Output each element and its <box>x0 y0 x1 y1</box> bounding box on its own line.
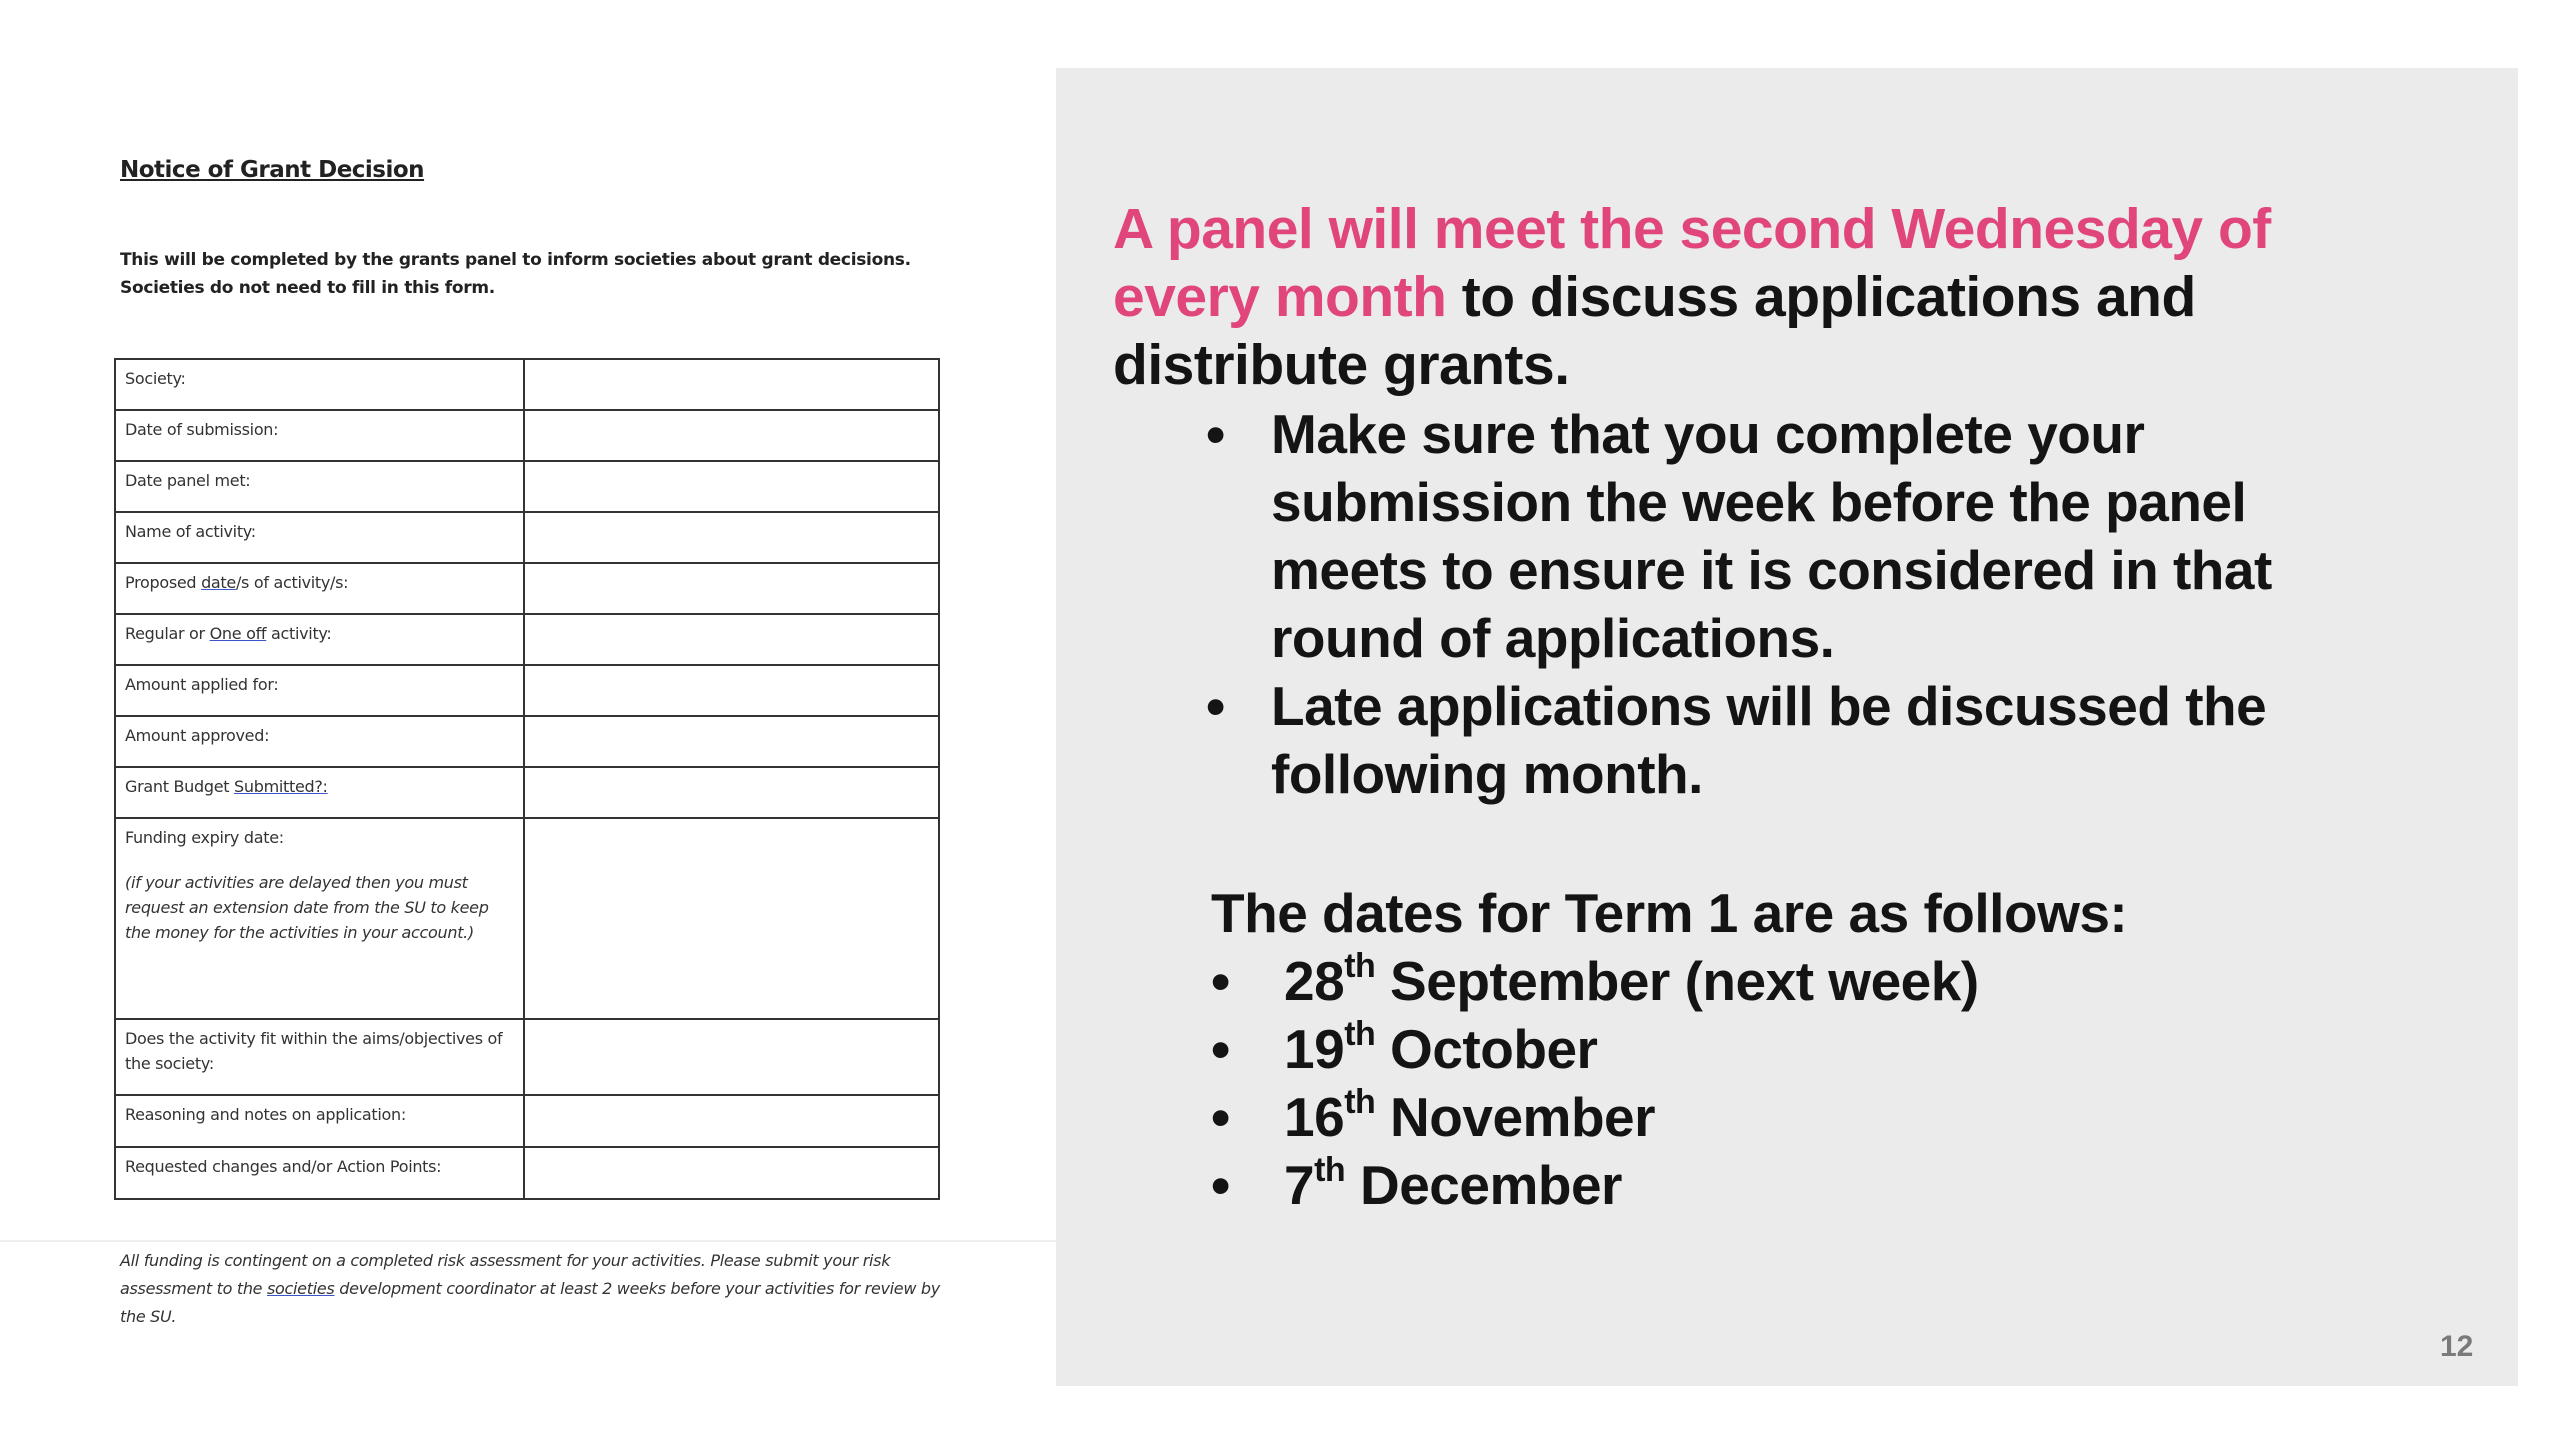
label-text: activity: <box>266 624 332 643</box>
slide-headline <box>1113 195 2313 399</box>
date-suffix: th <box>1344 1082 1376 1121</box>
date-suffix: th <box>1314 1150 1346 1189</box>
footer-text: development coordinator at least 2 weeks before your activities for review by the SU. <box>120 1279 940 1326</box>
divider <box>0 1240 1056 1242</box>
row-label <box>115 767 524 818</box>
table-row <box>115 1095 939 1147</box>
date-text: December <box>1345 1154 1622 1216</box>
row-value-cell <box>524 410 939 461</box>
document-title: Notice of Grant Decision <box>120 157 425 183</box>
document-intro: This will be completed by the grants panel to inform societies about grant decisions. Societies do not need to fill in this form. <box>120 250 911 298</box>
slide-page-number: 12 <box>2440 1330 2474 1363</box>
table-row <box>115 614 939 665</box>
row-label: Amount approved: <box>115 716 524 767</box>
row-label <box>115 818 524 1019</box>
underlined-text: date <box>201 573 236 592</box>
date-item <box>1211 1015 1979 1083</box>
row-value-cell <box>524 614 939 665</box>
form-document <box>0 0 1056 1440</box>
table-row <box>115 359 939 410</box>
row-note: (if your activities are delayed then you must request an extension date from the SU to keep the money for the activities in your account.) <box>125 873 489 942</box>
row-value-cell <box>524 1019 939 1095</box>
table-row <box>115 767 939 818</box>
date-day: 7 <box>1284 1154 1315 1216</box>
underlined-text: One off <box>209 624 267 643</box>
date-suffix: th <box>1344 946 1376 985</box>
row-label: Date of submission: <box>115 410 524 461</box>
row-value-cell <box>524 563 939 614</box>
row-value-cell <box>524 665 939 716</box>
row-label <box>115 563 524 614</box>
table-row <box>115 512 939 563</box>
date-day: 16 <box>1284 1086 1345 1148</box>
label-text: Grant Budget <box>125 777 235 796</box>
table-row <box>115 716 939 767</box>
document-footer <box>120 1247 955 1331</box>
headline-highlight: A panel will meet the second Wednesday of every month <box>1113 197 2271 329</box>
headline-rest: to discuss applications and distribute grants. <box>1113 265 2196 397</box>
row-value-cell <box>524 767 939 818</box>
table-row <box>115 818 939 1019</box>
row-value-cell <box>524 461 939 512</box>
underlined-text: Submitted?: <box>234 777 328 796</box>
row-label: Does the activity fit within the aims/objectives of the society: <box>115 1019 524 1095</box>
row-label: Reasoning and notes on application: <box>115 1095 524 1147</box>
footer-text: All funding is contingent on a completed risk assessment for your activities. Please submit your risk assessment to the <box>120 1251 891 1298</box>
date-text: October <box>1375 1018 1598 1080</box>
label-text: Proposed <box>125 573 202 592</box>
row-label <box>115 614 524 665</box>
date-suffix: th <box>1344 1014 1376 1053</box>
dates-list <box>1211 947 1979 1219</box>
row-label: Date panel met: <box>115 461 524 512</box>
table-row <box>115 1147 939 1199</box>
row-value-cell <box>524 716 939 767</box>
grant-decision-table <box>114 358 940 1200</box>
date-day: 28 <box>1284 950 1345 1012</box>
label-text: /s of activity/s: <box>235 573 349 592</box>
info-bullet-list <box>1206 400 2296 808</box>
label-text: Regular or <box>125 624 210 643</box>
row-label: Society: <box>115 359 524 410</box>
row-value-cell <box>524 359 939 410</box>
bullet-item: • Late applications will be discussed the following month. <box>1206 672 2296 808</box>
row-value-cell <box>524 512 939 563</box>
date-item <box>1211 1151 1979 1219</box>
row-value-cell <box>524 1147 939 1199</box>
date-item <box>1211 1083 1979 1151</box>
row-value-cell <box>524 818 939 1019</box>
table-row <box>115 563 939 614</box>
row-value-cell <box>524 1095 939 1147</box>
date-text: November <box>1375 1086 1656 1148</box>
dates-heading: The dates for Term 1 are as follows: <box>1211 882 2128 944</box>
date-item <box>1211 947 1979 1015</box>
row-label: Amount applied for: <box>115 665 524 716</box>
table-row <box>115 410 939 461</box>
row-label: Name of activity: <box>115 512 524 563</box>
table-row <box>115 461 939 512</box>
date-day: 19 <box>1284 1018 1345 1080</box>
label-text: Funding expiry date: <box>125 828 284 847</box>
table-row <box>115 665 939 716</box>
underlined-text: societies <box>267 1279 335 1298</box>
bullet-item: • Make sure that you complete your submission the week before the panel meets to ensure it is considered in that round of applications. <box>1206 400 2296 672</box>
table-row <box>115 1019 939 1095</box>
date-text: September (next week) <box>1375 950 1979 1012</box>
row-label: Requested changes and/or Action Points: <box>115 1147 524 1199</box>
